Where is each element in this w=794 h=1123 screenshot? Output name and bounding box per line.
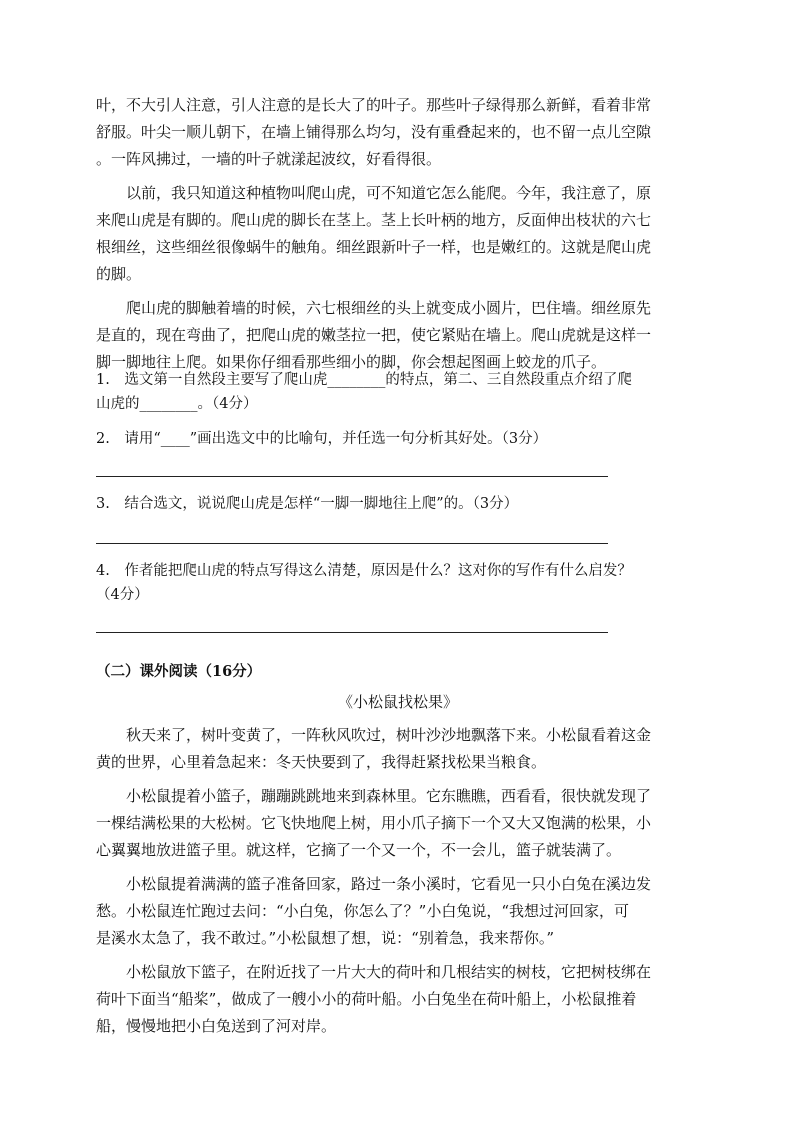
question-1-line: 山虎的________。（4分） [96,396,258,412]
passage-2-line: 小松鼠放下篮子，在附近找了一片大大的荷叶和几根结实的树枝，它把树枝绑在 [96,963,652,981]
answer-line-q3[interactable] [96,543,608,544]
passage-1-line: 以前，我只知道这种植物叫爬山虎，可不知道它怎么能爬。今年，我注意了，原 [96,184,652,202]
passage-1-line: 根细丝，这些细丝很像蜗牛的触角。细丝跟新叶子一样，也是嫩红的。这就是爬山虎 [96,238,652,256]
answer-line-q4[interactable] [96,632,608,633]
passage-1-line: 叶，不大引人注意，引人注意的是长大了的叶子。那些叶子绿得那么新鲜，看着非常 [96,96,652,114]
story-title: 《小松鼠找松果》 [337,693,458,711]
question-3-text: 3. 结合选文，说说爬山虎是怎样“一脚一脚地往上爬”的。（3分） [96,496,519,512]
section-2-header [96,660,700,684]
passage-2-line: 秋天来了，树叶变黄了，一阵秋风吹过，树叶沙沙地飘落下来。小松鼠看着这金 [96,726,652,744]
passage-2-line: 小松鼠提着小篮子，蹦蹦跳跳地来到森林里。它东瞧瞧，西看看，很快就发现了 [96,787,652,805]
question-2 [96,427,700,451]
passage-2-line: 船，慢慢地把小白兔送到了河对岸。 [96,1017,337,1035]
passage-2-line: 小松鼠提着满满的篮子准备回家，路过一条小溪时，它看见一只小白兔在溪边发 [96,875,652,893]
passage-1-line: 是直的，现在弯曲了，把爬山虎的嫩茎拉一把，使它紧贴在墙上。爬山虎就是这样一 [96,326,652,344]
passage-2-line: 荷叶下面当“船桨”，做成了一艘小小的荷叶船。小白兔坐在荷叶船上，小松鼠推着 [96,990,637,1008]
passage-1-line: 。一阵风拂过，一墙的叶子就漾起波纹，好看得很。 [96,150,442,168]
question-4-line: （4分） [96,587,149,603]
question-1 [96,368,700,416]
question-4 [96,559,700,607]
question-3 [96,492,700,516]
question-4-line: 4. 作者能把爬山虎的特点写得这么清楚，原因是什么？这对你的写作有什么启发？ [96,563,632,579]
story-title-block [96,690,700,714]
passage-1-line: 爬山虎的脚触着墙的时候，六七根细丝的头上就变成小圆片，巴住墙。细丝原先 [96,299,652,317]
passage-2-line: 黄的世界，心里着急起来：冬天快要到了，我得赶紧找松果当粮食。 [96,753,547,771]
passage-2-line: 是溪水太急了，我不敢过。”小松鼠想了想，说：“别着急，我来帮你。” [96,929,555,947]
passage-1-line: 的脚。 [96,265,142,283]
passage-2 [96,722,700,1040]
passage-2-line: 愁。小松鼠连忙跑过去问：“小白兔，你怎么了？”小白兔说，“我想过河回家，可 [96,902,630,920]
passage-2-line: 一棵结满松果的大松树。它飞快地爬上树，用小爪子摘下一个又大又饱满的松果，小 [96,814,652,832]
question-2-text: 2. 请用“____”画出选文中的比喻句，并任选一句分析其好处。（3分） [96,431,548,447]
passage-1-line: 来爬山虎是有脚的。爬山虎的脚长在茎上。茎上长叶柄的地方，反面伸出枝状的六七 [96,211,652,229]
passage-1-line: 舒服。叶尖一顺儿朝下，在墙上铺得那么均匀，没有重叠起来的，也不留一点儿空隙 [96,123,652,141]
passage-1-line: 脚一脚地往上爬。如果你仔细看那些细小的脚，你会想起图画上蛟龙的爪子。 [96,353,607,371]
passage-2-line: 心翼翼地放进篮子里。就这样，它摘了一个又一个，不一会儿，篮子就装满了。 [96,841,622,859]
question-1-line: 1. 选文第一自然段主要写了爬山虎________的特点，第二、三自然段重点介绍了爬 [96,372,632,388]
passage-1 [96,92,700,376]
section-heading: （二）课外阅读（16分） [96,663,262,680]
answer-line-q2[interactable] [96,476,608,477]
